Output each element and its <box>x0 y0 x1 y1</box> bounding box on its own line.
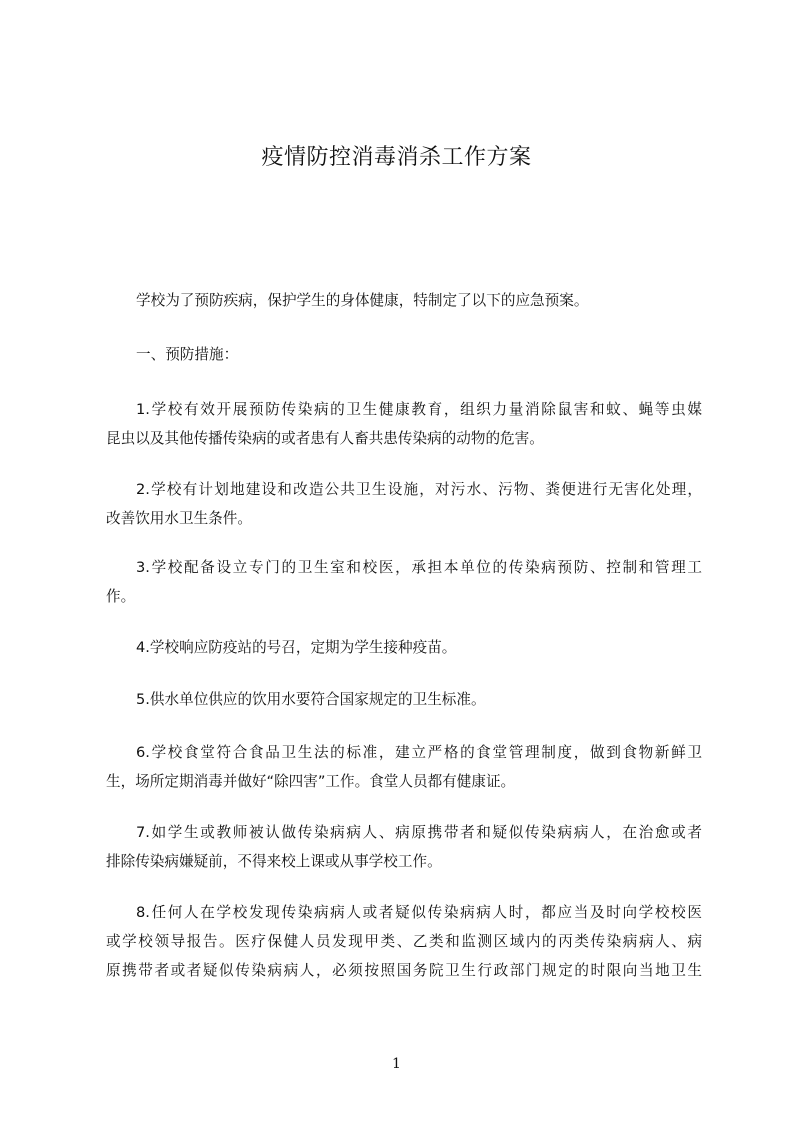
item-2-line-2: 改善饮用水卫生条件。 <box>106 510 252 527</box>
item-7-line-1: 7.如学生或教师被认做传染病病人、病原携带者和疑似传染病病人，在治愈或者 <box>136 824 702 841</box>
page-number: 1 <box>392 1056 401 1072</box>
item-8-line-3: 原携带者或者疑似传染病病人，必须按照国务院卫生行政部门规定的时限向当地卫生 <box>106 962 702 979</box>
item-2 <box>106 475 702 533</box>
section-heading <box>106 340 702 369</box>
item-1-line-1: 1.学校有效开展预防传染病的卫生健康教育，组织力量消除鼠害和蚊、蝇等虫媒 <box>136 401 702 418</box>
item-4-line-1: 4.学校响应防疫站的号召，定期为学生接种疫苗。 <box>136 639 457 656</box>
item-4 <box>106 633 702 662</box>
item-5-line-1: 5.供水单位供应的饮用水要符合国家规定的卫生标准。 <box>136 691 486 708</box>
item-5 <box>106 685 702 714</box>
item-7 <box>106 818 702 876</box>
intro-line: 学校为了预防疾病，保护学生的身体健康，特制定了以下的应急预案。 <box>136 292 589 309</box>
item-6-line-2: 生，场所定期消毒并做好“除四害”工作。食堂人员都有健康证。 <box>106 773 516 790</box>
item-1 <box>106 395 702 453</box>
section-heading-text: 一、预防措施： <box>136 346 239 363</box>
item-8 <box>106 898 702 985</box>
item-7-line-2: 排除传染病嫌疑前，不得来校上课或从事学校工作。 <box>106 853 442 870</box>
item-6 <box>106 738 702 796</box>
item-3-line-2: 作。 <box>106 588 136 605</box>
item-2-line-1: 2.学校有计划地建设和改造公共卫生设施，对污水、污物、粪便进行无害化处理， <box>136 481 702 498</box>
item-8-line-1: 8.任何人在学校发现传染病病人或者疑似传染病病人时，都应当及时向学校校医 <box>136 904 702 921</box>
item-1-line-2: 昆虫以及其他传播传染病的或者患有人畜共患传染病的动物的危害。 <box>106 430 544 447</box>
item-6-line-1: 6.学校食堂符合食品卫生法的标准，建立严格的食堂管理制度，做到食物新鲜卫 <box>136 744 702 761</box>
item-3-line-1: 3.学校配备设立专门的卫生室和校医，承担本单位的传染病预防、控制和管理工 <box>136 559 702 576</box>
item-8-line-2: 或学校领导报告。医疗保健人员发现甲类、乙类和监测区域内的丙类传染病病人、病 <box>106 933 702 950</box>
intro-paragraph <box>106 286 702 315</box>
item-3 <box>106 553 702 611</box>
page-title: 疫情防控消毒消杀工作方案 <box>261 145 532 170</box>
